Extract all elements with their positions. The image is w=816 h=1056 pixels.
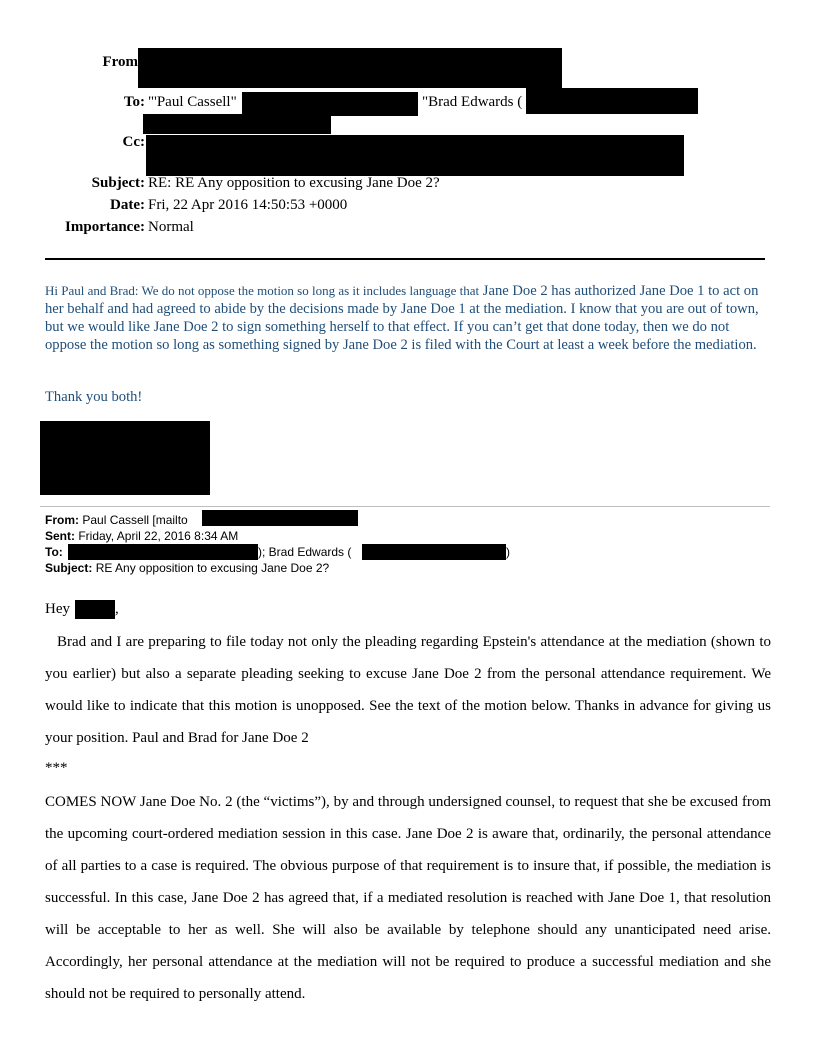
redaction-signature [40,421,210,495]
redaction-forward-to-1 [68,544,258,560]
redaction-to-1 [242,92,418,116]
redaction-to-2 [526,88,698,114]
forward-subject-label: Subject: [45,561,93,575]
forward-from-line [45,512,188,528]
forward-to-label-line [45,544,63,560]
redaction-cc [146,135,684,176]
subject-value: RE: RE Any opposition to excusing Jane Doe 2? [148,175,440,191]
to-recipient-2: "Brad Edwards ( [422,94,523,110]
forward-subject-value: RE Any opposition to excusing Jane Doe 2? [95,561,330,575]
date-label: Date: [110,197,145,213]
reply-line1-rest: Jane Doe 2 has authorized Jane [479,283,666,299]
salutation-comma: , [115,601,119,617]
redaction-forward-to-2 [362,544,506,560]
message-paragraph-2 [45,786,771,1010]
header-divider [45,258,765,260]
subject-label: Subject: [91,175,145,191]
salutation: Hey [45,601,70,617]
redaction-from [138,48,562,88]
forward-sent-line [45,528,238,544]
redaction-forward-from [202,510,358,526]
reply-text: Doe 1 to act on her behalf and had agreed to abide by the decisions made by Jane Doe 1 at the mediation. I know that you are out of town, but we would like Jane Doe 2 to sign something herself to that effect. If you can’t get that done today, then we do not oppose the motion so long as something signed by Jane Doe 2 is filed with the Court at least a week before the mediation. [45,283,759,353]
to-label: To: [123,94,145,110]
from-label: From [102,54,138,70]
forward-sent-label: Sent: [45,529,75,543]
redaction-to-3 [143,114,331,134]
importance-value: Normal [148,219,194,235]
cc-label: Cc: [122,134,145,150]
redaction-salutation-name [75,600,115,619]
forward-to-separator: ); Brad Edwards ( [258,545,352,559]
paragraph-1-text: Brad and I are preparing to file today not only the pleading regarding Epstein's attendance at the mediation (shown to you earlier) but also a separate pleading seeking to excuse Jane Doe 2 from the personal attendance requirement. We would like to indicate that this motion is unopposed. See the text of the motion below. Thanks in advance for giving us your position. Paul and Brad for Jane Doe 2 [45,634,771,746]
forward-separator [40,506,770,507]
forward-from-value: Paul Cassell [mailto [82,513,188,527]
reply-thanks: Thank you both! [45,389,143,405]
reply-body [45,282,765,354]
message-paragraph-1 [45,626,771,754]
importance-label: Importance: [65,219,145,235]
separator-stars: *** [45,760,68,776]
date-value: Fri, 22 Apr 2016 14:50:53 +0000 [148,197,348,213]
forward-sent-value: Friday, April 22, 2016 8:34 AM [78,529,239,543]
reply-greeting: Hi Paul and Brad: We do not oppose the motion so long as it includes language that [45,283,480,298]
forward-to-end: ) [506,545,510,559]
forward-to-label: To: [45,545,63,559]
forward-subject-line [45,560,329,576]
paragraph-2-text: COMES NOW Jane Doe No. 2 (the “victims”), by and through undersigned counsel, to request that she be excused from the upcoming court-ordered mediation session in this case. Jane Doe 2 is aware that, ordinarily, the personal attendance of all parties to a case is required. The obvious purpose of that requirement is to insure that, if possible, the mediation is successful. In this case, Jane Doe 2 has agreed that, if a mediated resolution is reached with Jane Doe 1, that resolution will be acceptable to her as well. She will also be available by telephone should any unanticipated need arise. Accordingly, her personal attendance at the mediation will not be required to produce a successful mediation and she should not be required to personally attend. [45,794,771,1002]
to-recipient-1: "'Paul Cassell" [148,94,237,110]
forward-from-label: From: [45,513,79,527]
